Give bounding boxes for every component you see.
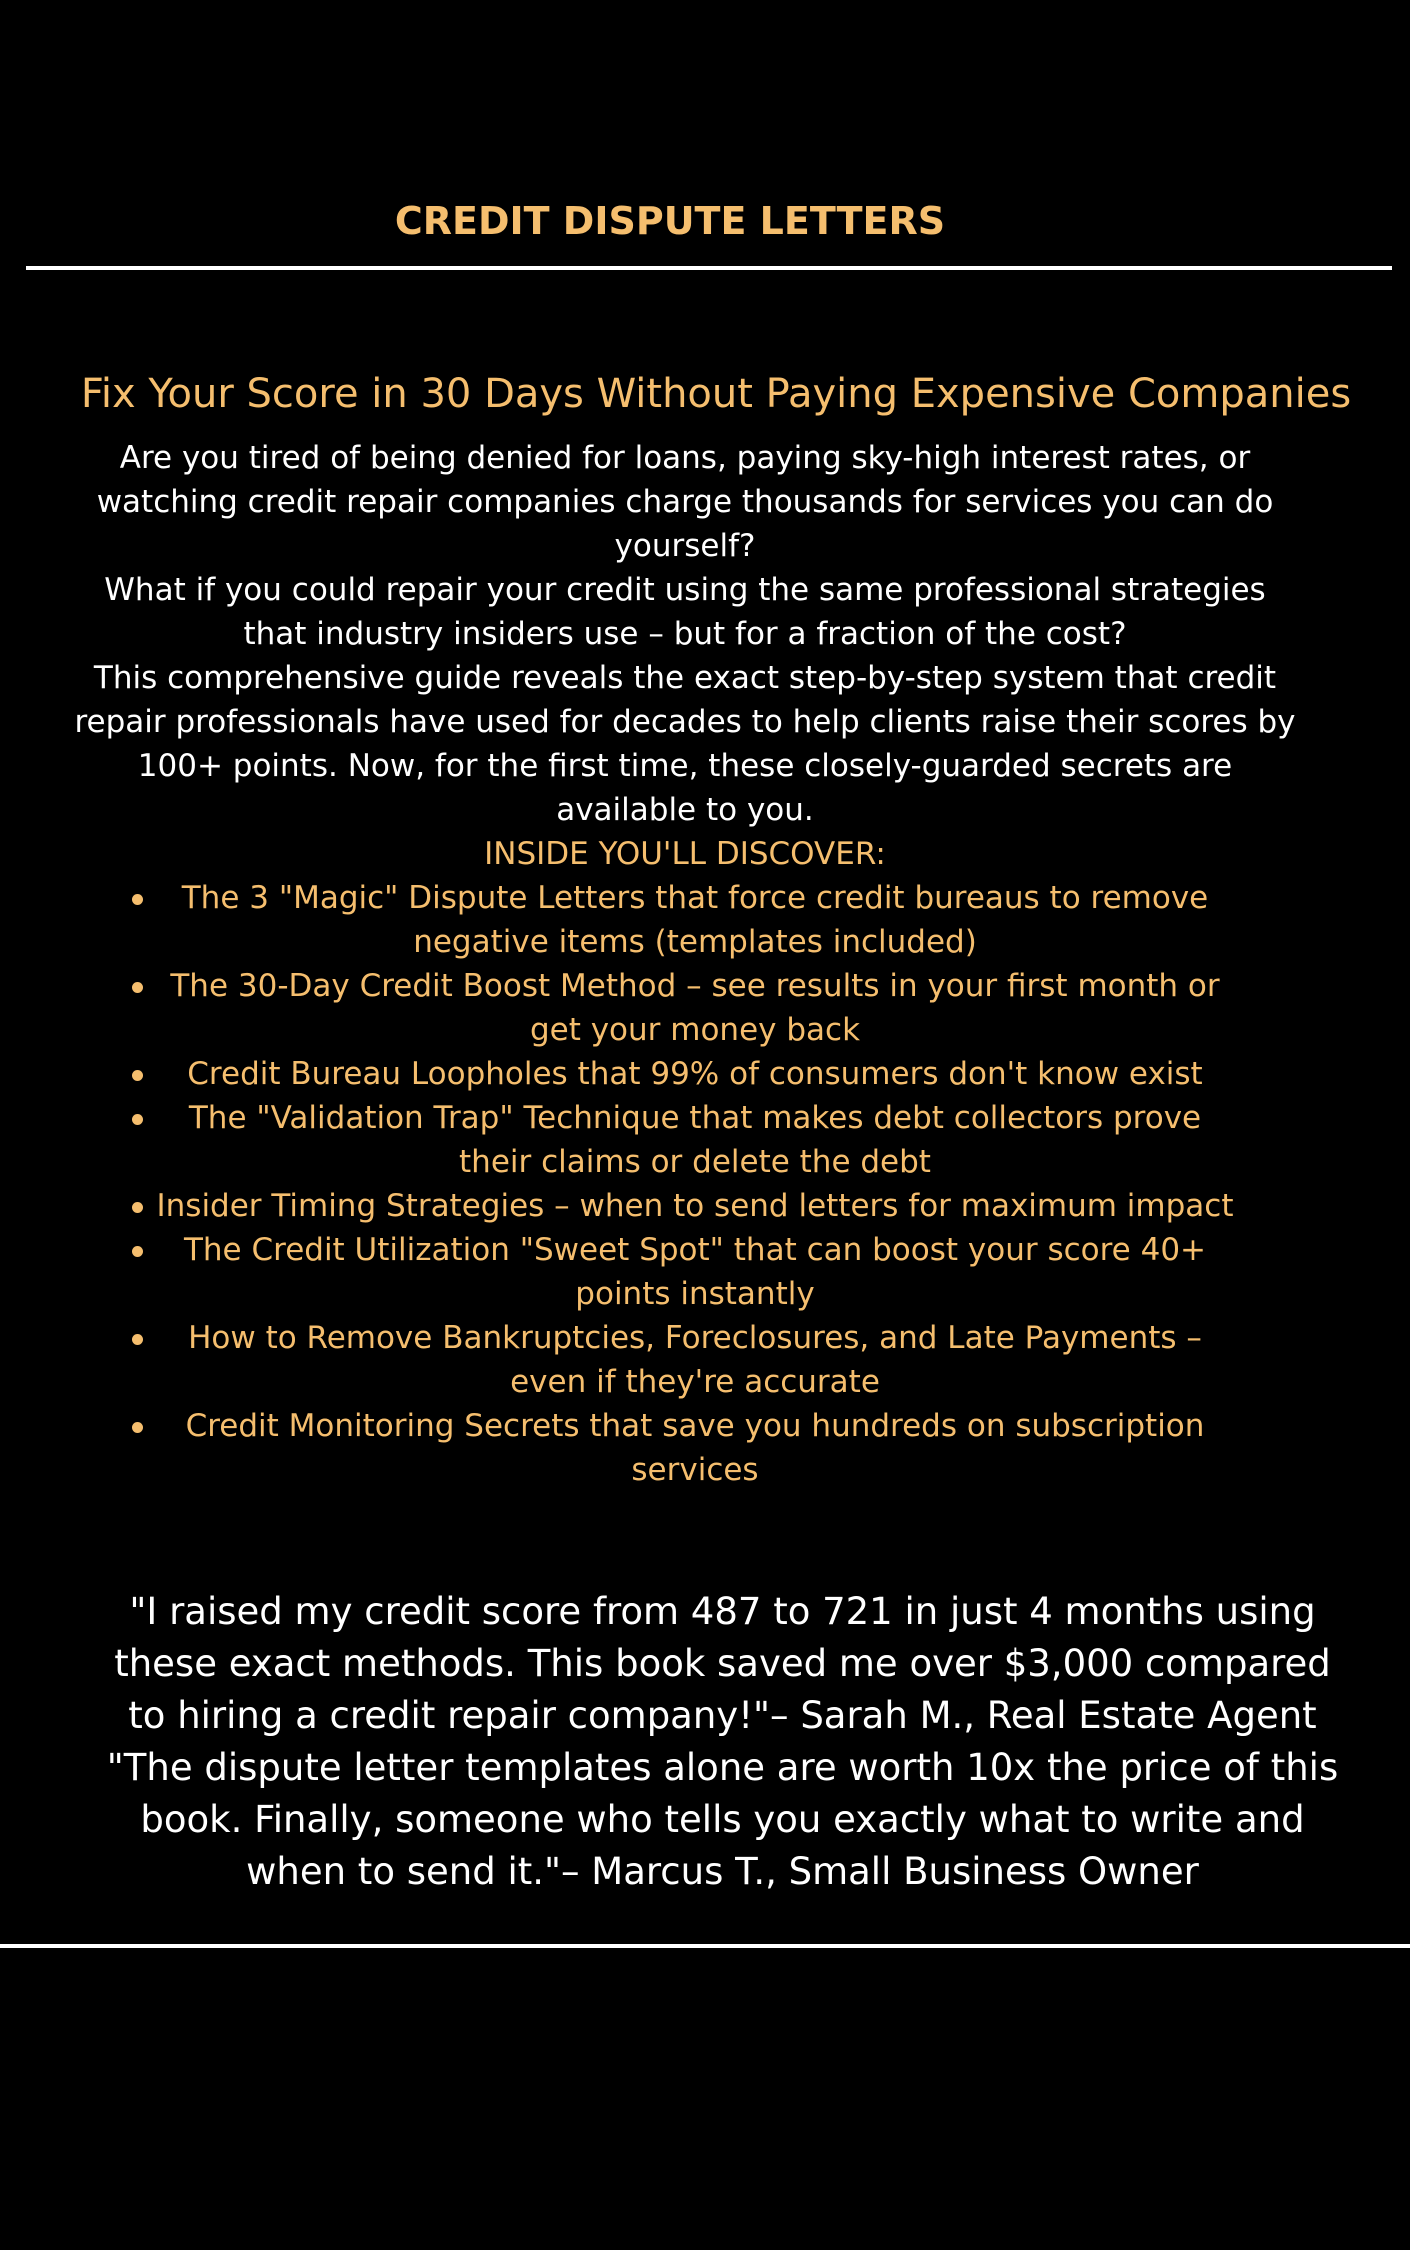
intro-paragraph: This comprehensive guide reveals the exact step-by-step system that credit repair professionals have used for decades to help clients raise their scores by 100+ points. Now, for the first time, these closely-guarded secrets are available to you. (74, 660, 1296, 828)
bullet-icon (132, 1070, 143, 1081)
page-title: CREDIT DISPUTE LETTERS (394, 199, 946, 243)
list-item-text: The 30-Day Credit Boost Method – see results in your first month or get your money back (170, 968, 1220, 1048)
bullet-icon (132, 1334, 143, 1345)
list-item (72, 1052, 1298, 1096)
list-item (72, 964, 1298, 1052)
intro-paragraph: Are you tired of being denied for loans, paying sky-high interest rates, or watching credit repair companies charge thousands for services you can do yourself? (96, 440, 1274, 564)
bottom-divider (0, 1944, 1410, 1948)
intro-paragraph: What if you could repair your credit using the same professional strategies that industry insiders use – but for a fraction of the cost? (104, 572, 1266, 652)
bullet-icon (132, 1202, 143, 1213)
top-divider (26, 266, 1392, 270)
subtitle: Fix Your Score in 30 Days Without Paying Expensive Companies (80, 371, 1352, 417)
description-block (72, 436, 1298, 1492)
list-item (72, 1404, 1298, 1492)
bullet-icon (132, 982, 143, 993)
list-item-text: The 3 "Magic" Dispute Letters that force credit bureaus to remove negative items (templates included) (181, 880, 1209, 960)
bullet-icon (132, 1422, 143, 1433)
list-item (72, 876, 1298, 964)
testimonials (100, 1586, 1345, 1898)
list-item (72, 1316, 1298, 1404)
list-item-text: The Credit Utilization "Sweet Spot" that can boost your score 40+ points instantly (183, 1232, 1207, 1312)
feature-list (72, 876, 1298, 1492)
list-item (72, 1228, 1298, 1316)
testimonial: "The dispute letter templates alone are worth 10x the price of this book. Finally, someone who tells you exactly what to write and when to send it."– Marcus T., Small Business Owner (106, 1746, 1339, 1893)
bullet-icon (132, 1114, 143, 1125)
testimonial: "I raised my credit score from 487 to 721 in just 4 months using these exact methods. This book saved me over $3,000 compared to hiring a credit repair company!"– Sarah M., Real Estate Agent (114, 1590, 1331, 1737)
list-item-text: Insider Timing Strategies – when to send letters for maximum impact (156, 1188, 1234, 1224)
list-item (72, 1184, 1298, 1228)
bullet-icon (132, 1246, 143, 1257)
list-item-text: Credit Monitoring Secrets that save you hundreds on subscription services (185, 1408, 1205, 1488)
list-item-text: How to Remove Bankruptcies, Foreclosures, and Late Payments – even if they're accurate (188, 1320, 1202, 1400)
list-item-text: Credit Bureau Loopholes that 99% of consumers don't know exist (187, 1056, 1203, 1092)
list-item-text: The "Validation Trap" Technique that makes debt collectors prove their claims or delete the debt (188, 1100, 1202, 1180)
list-item (72, 1096, 1298, 1184)
bullet-icon (132, 894, 143, 905)
discover-heading: INSIDE YOU'LL DISCOVER: (484, 836, 886, 872)
